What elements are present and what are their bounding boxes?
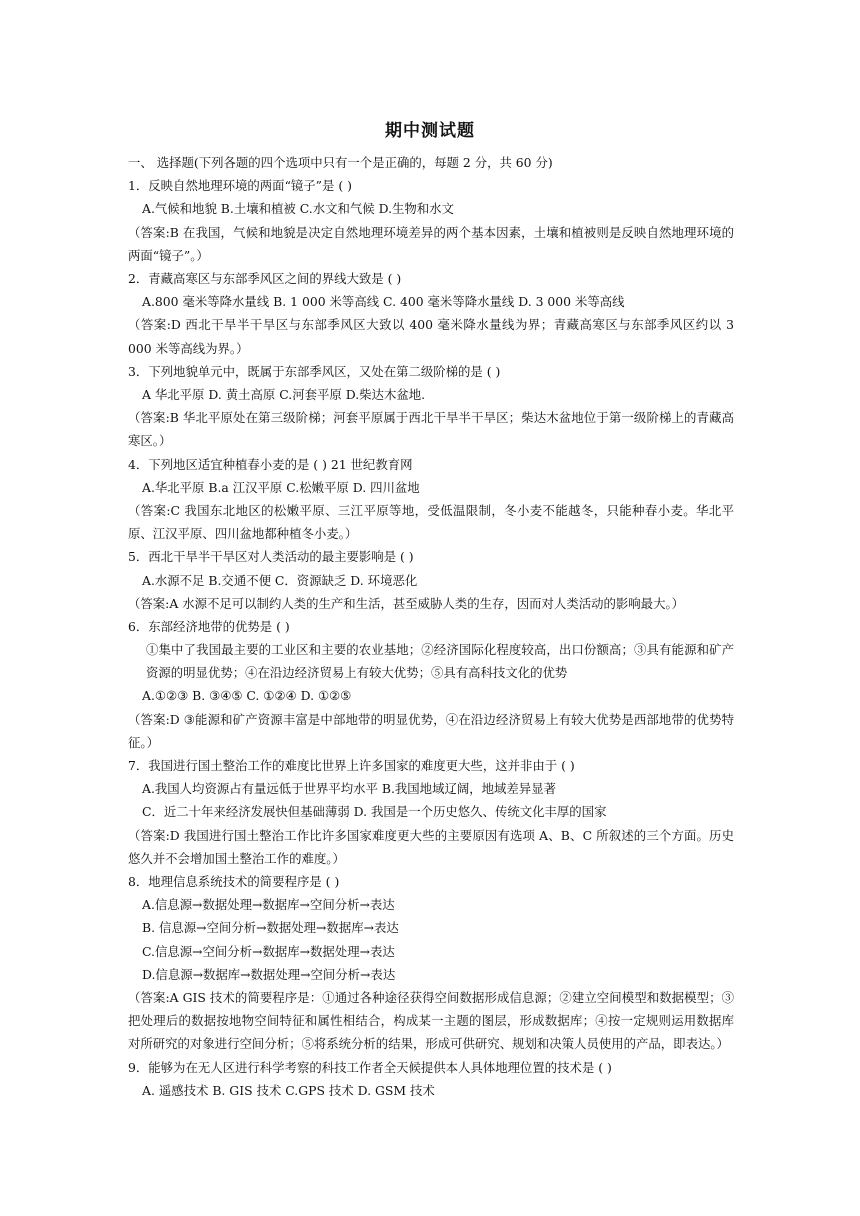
question-2-options: A.800 毫米等降水量线 B. 1 000 米等高线 C. 400 毫米等降水量线 D. 3 000 米等高线	[142, 294, 625, 310]
question-3-options: A 华北平原 D. 黄土高原 C.河套平原 D.柴达木盆地.	[142, 386, 426, 402]
question-5-answer: （答案:A 水源不足可以制约人类的生产和生活，甚至威胁人类的生存，因而对人类活动的影响最大。）	[128, 595, 685, 611]
question-3-stem: 3．下列地貌单元中，既属于东部季风区，又处在第二级阶梯的是 ( )	[128, 363, 501, 379]
question-1-answer: （答案:B 在我国，气候和地貌是决定自然地理环境差异的两个基本因素，土壤和植被则是反映自然地理环境的两面“镜子”。）	[128, 224, 734, 263]
question-1-options: A.气候和地貌 B.土壤和植被 C.水文和气候 D.生物和水文	[142, 201, 454, 217]
question-4-stem: 4．下列地区适宜种植春小麦的是 ( ) 21 世纪教育网	[128, 456, 413, 472]
question-2-answer: （答案:D 西北干旱半干旱区与东部季风区大致以 400 毫米降水量线为界；青藏高寒区与东部季风区约以 3 000 米等高线为界。）	[128, 317, 734, 356]
question-8-answer: （答案:A GIS 技术的简要程序是：①通过各种途径获得空间数据形成信息源；②建立空间模型和数据模型；③把处理后的数据按地物空间特征和属性相结合，构成某一主题的图层，形成数据库；④按一定规则运用数据库对所研究的对象进行空间分析；⑤将系统分析的结果，形成可供研究、规划和决策人员使用的产品，即表达。）	[128, 989, 734, 1052]
question-9-options: A. 遥感技术 B. GIS 技术 C.GPS 技术 D. GSM 技术	[142, 1082, 435, 1098]
question-5-stem: 5．西北干旱半干旱区对人类活动的最主要影响是 ( )	[128, 549, 414, 565]
question-7-options-ab: A.我国人均资源占有量远低于世界平均水平 B.我国地域辽阔，地域差异显著	[142, 781, 556, 797]
page-title: 期中测试题	[385, 121, 475, 141]
question-6-answer: （答案:D ③能源和矿产资源丰富是中部地带的明显优势，④在沿边经济贸易上有较大优势是西部地带的优势特征。）	[128, 711, 734, 750]
question-8-stem: 8．地理信息系统技术的简要程序是 ( )	[128, 874, 340, 890]
question-7-options-cd: C．近二十年来经济发展快但基础薄弱 D. 我国是一个历史悠久、传统文化丰厚的国家	[142, 804, 607, 820]
question-6-items: ①集中了我国最主要的工业区和主要的农业基地；②经济国际化程度较高，出口份额高；③具有能源和矿产资源的明显优势；④在沿边经济贸易上有较大优势；⑤具有高科技文化的优势	[146, 642, 734, 681]
question-6-stem: 6．东部经济地带的优势是 ( )	[128, 618, 290, 634]
section-heading: 一、 选择题(下列各题的四个选项中只有一个是正确的，每题 2 分，共 60 分)	[128, 155, 553, 170]
question-8-option-a: A.信息源→数据处理→数据库→空间分析→表达	[142, 897, 395, 913]
question-8-option-b: B. 信息源→空间分析→数据处理→数据库→表达	[142, 920, 399, 936]
question-4-options: A.华北平原 B.a 江汉平原 C.松嫩平原 D. 四川盆地	[142, 479, 420, 495]
question-5-options: A.水源不足 B.交通不便 C．资源缺乏 D. 环境恶化	[142, 572, 418, 588]
question-8-option-d: D.信息源→数据库→数据处理→空间分析→表达	[142, 966, 396, 982]
question-4-answer: （答案:C 我国东北地区的松嫩平原、三江平原等地，受低温限制，冬小麦不能越冬，只能种春小麦。华北平原、江汉平原、四川盆地都种植冬小麦。）	[128, 502, 734, 542]
question-7-answer: （答案:D 我国进行国土整治工作比许多国家难度更大些的主要原因有选项 A、B、C 所叙述的三个方面。历史悠久并不会增加国土整治工作的难度。）	[128, 827, 734, 866]
question-9-stem: 9．能够为在无人区进行科学考察的科技工作者全天候提供本人具体地理位置的技术是 ( )	[128, 1059, 612, 1075]
question-3-answer: （答案:B 华北平原处在第三级阶梯；河套平原属于西北干旱半干旱区；柴达木盆地位于第一级阶梯上的青藏高寒区。）	[128, 410, 734, 449]
question-1-stem: 1．反映自然地理环境的两面“镜子”是 ( )	[128, 178, 352, 194]
question-2-stem: 2．青藏高寒区与东部季风区之间的界线大致是 ( )	[128, 270, 402, 286]
question-list	[128, 151, 734, 1102]
question-7-stem: 7．我国进行国土整治工作的难度比世界上许多国家的难度更大些，这并非由于 ( )	[128, 758, 575, 774]
question-8-option-c: C.信息源→空间分析→数据库→数据处理→表达	[142, 943, 395, 959]
question-6-options: A.①②③ B. ③④⑤ C. ①②④ D. ①②⑤	[142, 688, 352, 704]
